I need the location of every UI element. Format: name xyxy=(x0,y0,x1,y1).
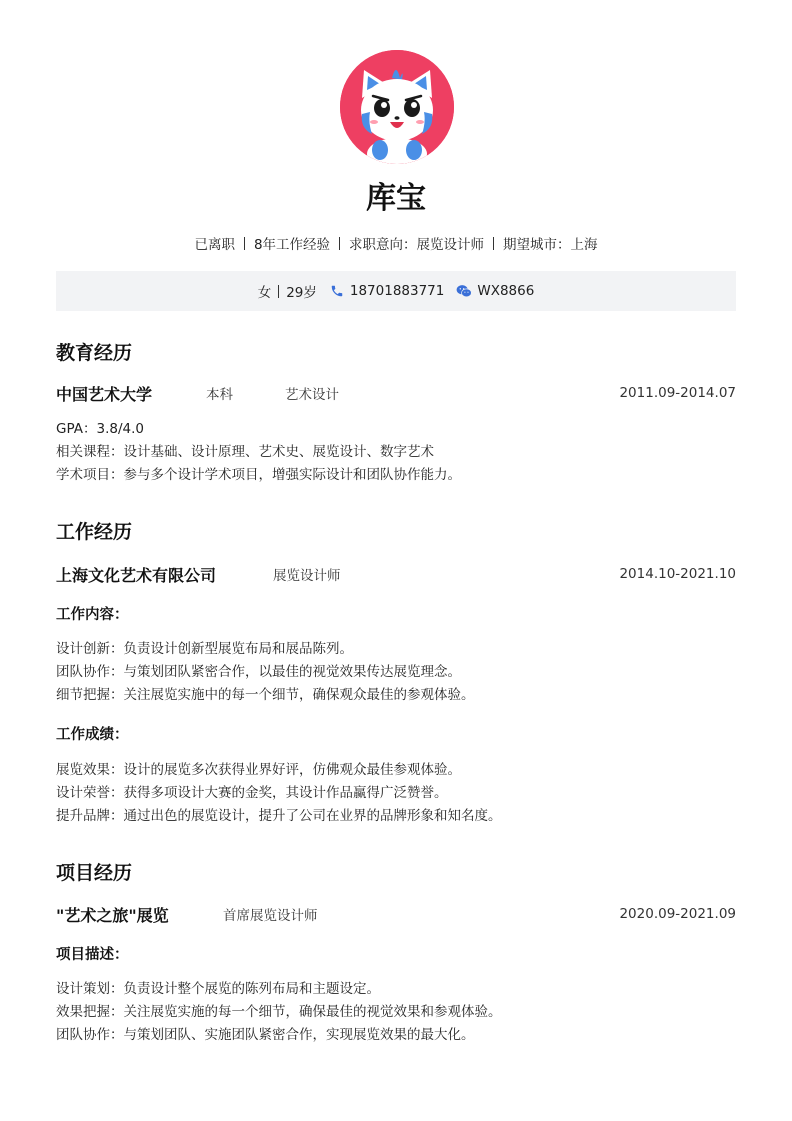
project-role: 首席展览设计师 xyxy=(223,908,318,924)
work-section-title: 工作经历 xyxy=(56,521,133,543)
gender: 女 xyxy=(257,285,272,301)
wechat-icon xyxy=(456,283,472,299)
list-item: 展览效果：设计的展览多次获得业界好评，仿佛观众最佳参观体验。 xyxy=(56,762,461,778)
divider xyxy=(244,237,245,250)
education-section-title: 教育经历 xyxy=(56,342,133,364)
job-role: 展览设计师 xyxy=(273,568,341,584)
work-content xyxy=(56,638,736,707)
phone-number: 18701883771 xyxy=(349,283,445,299)
work-header xyxy=(56,562,736,586)
work-achievements-title: 工作成绩： xyxy=(56,727,129,743)
profile-summary xyxy=(0,235,792,255)
project-desc-title: 项目描述： xyxy=(56,947,129,963)
work-date: 2014.10-2021.10 xyxy=(619,566,736,582)
list-item: 学术项目：参与多个设计学术项目，增强实际设计和团队协作能力。 xyxy=(56,467,461,483)
cat-mascot-icon xyxy=(340,50,454,164)
list-item: 效果把握：关注展览实施的每一个细节，确保最佳的视觉效果和参观体验。 xyxy=(56,1004,502,1020)
age: 29岁 xyxy=(286,285,317,301)
avatar xyxy=(340,50,454,164)
list-item: 提升品牌：通过出色的展览设计，提升了公司在业界的品牌形象和知名度。 xyxy=(56,808,502,824)
list-item: 团队协作：与策划团队、实施团队紧密合作，实现展览效果的最大化。 xyxy=(56,1027,475,1043)
list-item: 团队协作：与策划团队紧密合作，以最佳的视觉效果传达展览理念。 xyxy=(56,664,461,680)
job-intent: 求职意向：展览设计师 xyxy=(349,237,485,253)
phone-icon xyxy=(329,283,345,299)
list-item: 设计策划：负责设计整个展览的陈列布局和主题设定。 xyxy=(56,981,380,997)
list-item: 设计荣誉：获得多项设计大赛的金奖，其设计作品赢得广泛赞誉。 xyxy=(56,785,448,801)
education-date: 2011.09-2014.07 xyxy=(619,385,736,401)
project-section-title: 项目经历 xyxy=(56,862,133,884)
divider xyxy=(339,237,340,250)
project-desc xyxy=(56,978,736,1047)
wechat-id: WX8866 xyxy=(477,283,535,299)
candidate-name: 库宝 xyxy=(366,181,426,216)
divider xyxy=(278,285,279,298)
education-header xyxy=(56,381,736,405)
list-item: 细节把握：关注展览实施中的每一个细节，确保观众最佳的参观体验。 xyxy=(56,687,475,703)
work-achievements xyxy=(56,759,736,828)
expected-city: 期望城市：上海 xyxy=(503,237,598,253)
education-details xyxy=(56,418,736,487)
project-name: "艺术之旅"展览 xyxy=(56,905,169,925)
divider xyxy=(493,237,494,250)
list-item: 设计创新：负责设计创新型展览布局和展品陈列。 xyxy=(56,641,353,657)
contact-bar xyxy=(56,271,736,311)
school-name: 中国艺术大学 xyxy=(56,384,153,404)
company-name: 上海文化艺术有限公司 xyxy=(56,565,217,585)
project-date: 2020.09-2021.09 xyxy=(619,906,736,922)
major: 艺术设计 xyxy=(285,387,339,403)
years-experience: 8年工作经验 xyxy=(253,237,331,253)
project-header xyxy=(56,902,736,926)
work-content-title: 工作内容： xyxy=(56,607,129,623)
list-item: 相关课程：设计基础、设计原理、艺术史、展览设计、数字艺术 xyxy=(56,444,434,460)
employment-status: 已离职 xyxy=(194,237,235,253)
degree: 本科 xyxy=(206,387,233,403)
list-item: GPA：3.8/4.0 xyxy=(56,421,144,437)
